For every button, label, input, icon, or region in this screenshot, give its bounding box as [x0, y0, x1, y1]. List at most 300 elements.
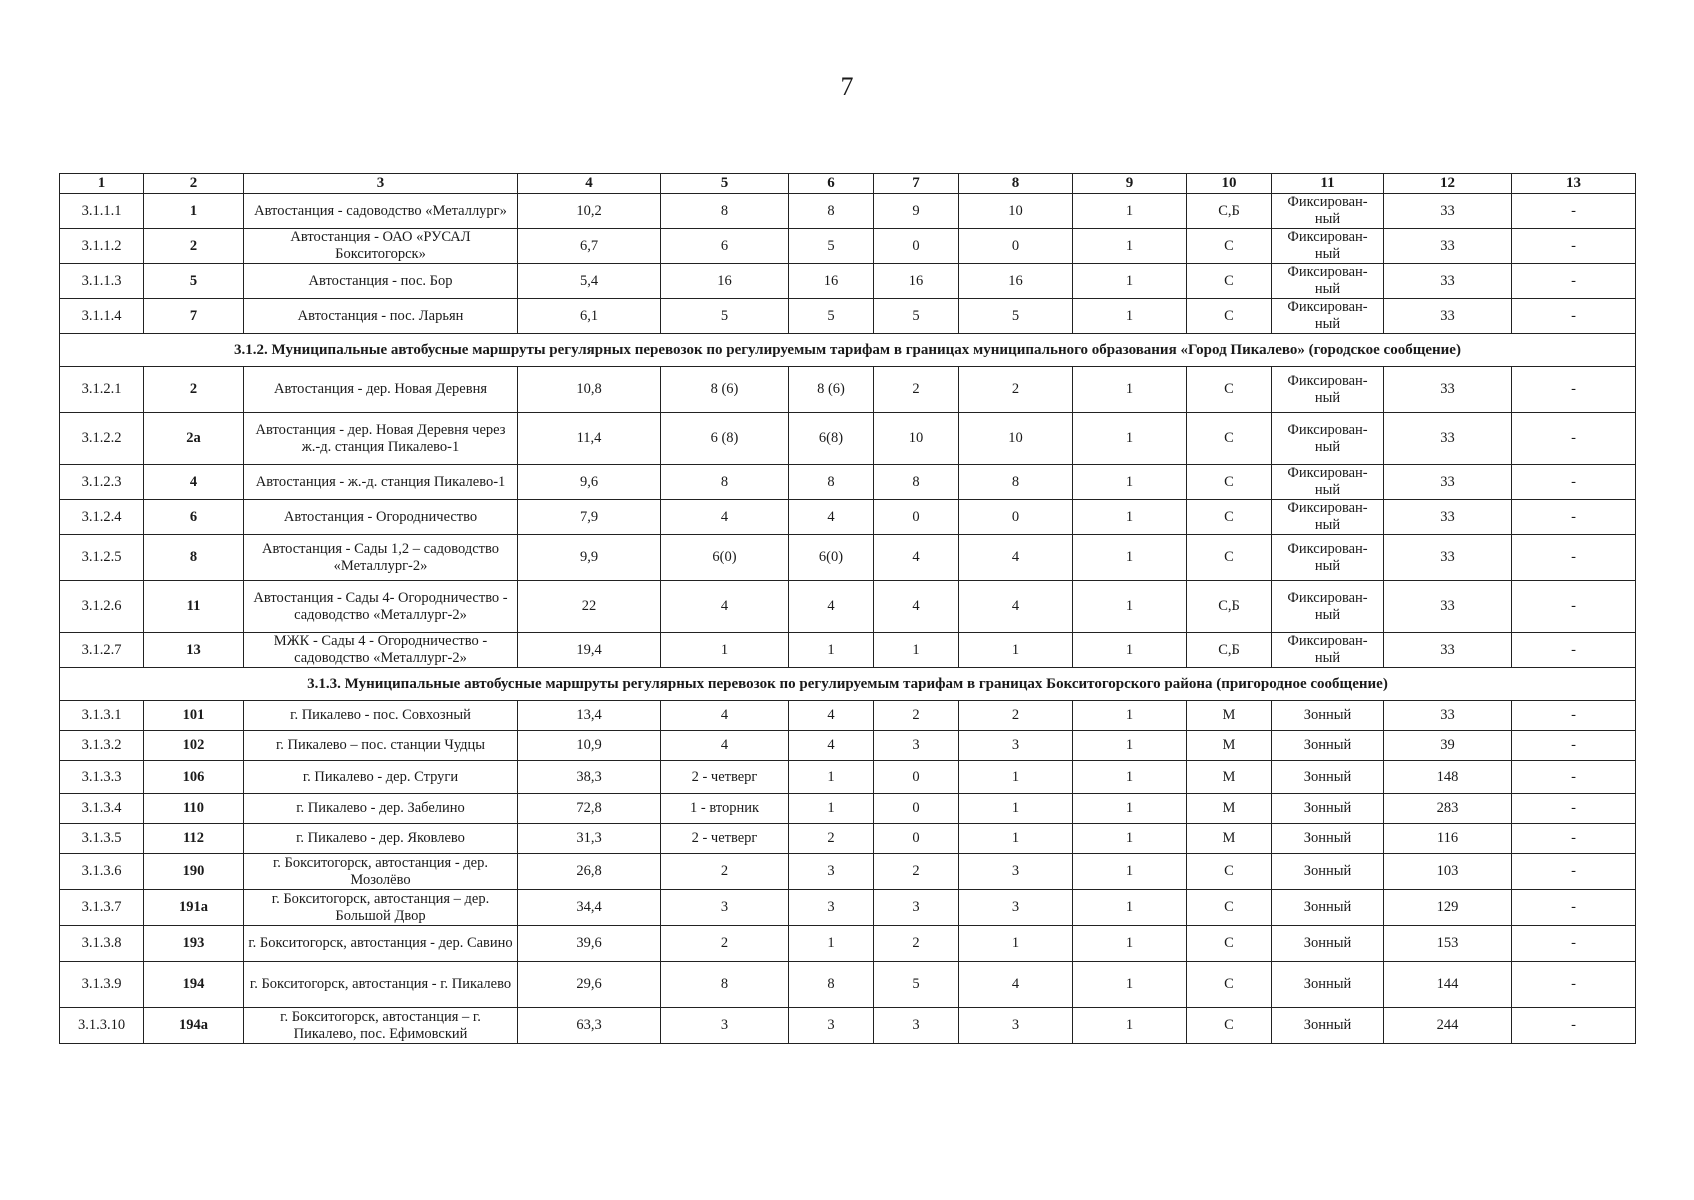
col8-cell: 4: [959, 581, 1073, 633]
column-header: 4: [518, 174, 661, 194]
route-id-cell: 3.1.3.9: [60, 962, 144, 1008]
route-number-cell: 193: [144, 926, 244, 962]
column-header: 7: [874, 174, 959, 194]
route-description-cell: Автостанция - дер. Новая Деревня через ж.-д. станция Пикалево-1: [244, 413, 518, 465]
col6-cell: 8: [789, 465, 874, 500]
col13-cell: -: [1512, 890, 1636, 926]
route-description-cell: г. Бокситогорск, автостанция - г. Пикалево: [244, 962, 518, 1008]
route-number-cell: 11: [144, 581, 244, 633]
route-number-cell: 4: [144, 465, 244, 500]
route-id-cell: 3.1.1.3: [60, 264, 144, 299]
col9-cell: 1: [1073, 633, 1187, 668]
route-description-cell: г. Бокситогорск, автостанция – г. Пикалево, пос. Ефимовский: [244, 1008, 518, 1044]
column-header: 8: [959, 174, 1073, 194]
section-heading-row: [60, 668, 1636, 701]
route-length-cell: 11,4: [518, 413, 661, 465]
route-id-cell: 3.1.2.6: [60, 581, 144, 633]
route-length-cell: 9,6: [518, 465, 661, 500]
route-length-cell: 10,9: [518, 731, 661, 761]
route-description-cell: г. Пикалево – пос. станции Чудцы: [244, 731, 518, 761]
col12-cell: 39: [1384, 731, 1512, 761]
route-id-cell: 3.1.3.2: [60, 731, 144, 761]
route-length-cell: 63,3: [518, 1008, 661, 1044]
col13-cell: -: [1512, 701, 1636, 731]
route-number-cell: 110: [144, 794, 244, 824]
col12-cell: 33: [1384, 500, 1512, 535]
col8-cell: 1: [959, 761, 1073, 794]
route-length-cell: 29,6: [518, 962, 661, 1008]
table-row: [60, 962, 1636, 1008]
table-row: [60, 500, 1636, 535]
col5-cell: 6(0): [661, 535, 789, 581]
col7-cell: 0: [874, 500, 959, 535]
col8-cell: 1: [959, 633, 1073, 668]
col8-cell: 1: [959, 794, 1073, 824]
column-header: 1: [60, 174, 144, 194]
col9-cell: 1: [1073, 890, 1187, 926]
column-header: 12: [1384, 174, 1512, 194]
route-length-cell: 38,3: [518, 761, 661, 794]
col7-cell: 2: [874, 367, 959, 413]
route-id-cell: 3.1.1.4: [60, 299, 144, 334]
route-description-cell: Автостанция - Огородничество: [244, 500, 518, 535]
route-number-cell: 190: [144, 854, 244, 890]
route-description-cell: Автостанция - ж.-д. станция Пикалево-1: [244, 465, 518, 500]
col6-cell: 5: [789, 229, 874, 264]
col7-cell: 1: [874, 633, 959, 668]
table-row: [60, 761, 1636, 794]
col12-cell: 33: [1384, 633, 1512, 668]
col12-cell: 153: [1384, 926, 1512, 962]
col13-cell: -: [1512, 299, 1636, 334]
col9-cell: 1: [1073, 264, 1187, 299]
col13-cell: -: [1512, 731, 1636, 761]
col6-cell: 3: [789, 854, 874, 890]
route-number-cell: 6: [144, 500, 244, 535]
col13-cell: -: [1512, 761, 1636, 794]
route-id-cell: 3.1.3.8: [60, 926, 144, 962]
section-b-rows: [60, 367, 1636, 668]
col9-cell: 1: [1073, 413, 1187, 465]
col5-cell: 2: [661, 926, 789, 962]
table-row: [60, 413, 1636, 465]
tariff-type-cell: Фиксирован-ный: [1272, 229, 1384, 264]
col7-cell: 0: [874, 824, 959, 854]
col12-cell: 33: [1384, 465, 1512, 500]
col13-cell: -: [1512, 854, 1636, 890]
section-heading-row: [60, 334, 1636, 367]
table-row: [60, 701, 1636, 731]
route-number-cell: 106: [144, 761, 244, 794]
column-header: 2: [144, 174, 244, 194]
col8-cell: 0: [959, 500, 1073, 535]
col6-cell: 1: [789, 633, 874, 668]
table-row: [60, 581, 1636, 633]
tariff-type-cell: Зонный: [1272, 1008, 1384, 1044]
route-length-cell: 6,1: [518, 299, 661, 334]
route-length-cell: 9,9: [518, 535, 661, 581]
col13-cell: -: [1512, 1008, 1636, 1044]
col5-cell: 8: [661, 465, 789, 500]
col12-cell: 33: [1384, 413, 1512, 465]
col8-cell: 2: [959, 367, 1073, 413]
col8-cell: 0: [959, 229, 1073, 264]
col8-cell: 8: [959, 465, 1073, 500]
col12-cell: 103: [1384, 854, 1512, 890]
col9-cell: 1: [1073, 500, 1187, 535]
tariff-type-cell: Фиксирован-ный: [1272, 299, 1384, 334]
route-number-cell: 7: [144, 299, 244, 334]
col5-cell: 2 - четверг: [661, 824, 789, 854]
route-number-cell: 191а: [144, 890, 244, 926]
col6-cell: 4: [789, 500, 874, 535]
route-length-cell: 72,8: [518, 794, 661, 824]
column-header: 3: [244, 174, 518, 194]
tariff-type-cell: Фиксирован-ный: [1272, 633, 1384, 668]
table-row: [60, 367, 1636, 413]
col9-cell: 1: [1073, 1008, 1187, 1044]
route-length-cell: 31,3: [518, 824, 661, 854]
route-description-cell: г. Бокситогорск, автостанция – дер. Большой Двор: [244, 890, 518, 926]
col12-cell: 283: [1384, 794, 1512, 824]
col10-cell: С: [1187, 962, 1272, 1008]
table-row: [60, 465, 1636, 500]
col12-cell: 33: [1384, 229, 1512, 264]
route-length-cell: 22: [518, 581, 661, 633]
col13-cell: -: [1512, 962, 1636, 1008]
col10-cell: С,Б: [1187, 581, 1272, 633]
route-id-cell: 3.1.3.6: [60, 854, 144, 890]
tariff-type-cell: Зонный: [1272, 701, 1384, 731]
col9-cell: 1: [1073, 731, 1187, 761]
col7-cell: 0: [874, 794, 959, 824]
col13-cell: -: [1512, 535, 1636, 581]
col10-cell: С: [1187, 367, 1272, 413]
col13-cell: -: [1512, 264, 1636, 299]
route-number-cell: 2: [144, 367, 244, 413]
route-id-cell: 3.1.3.3: [60, 761, 144, 794]
col8-cell: 5: [959, 299, 1073, 334]
col7-cell: 0: [874, 229, 959, 264]
route-length-cell: 39,6: [518, 926, 661, 962]
route-id-cell: 3.1.2.1: [60, 367, 144, 413]
col5-cell: 8: [661, 194, 789, 229]
column-header: 6: [789, 174, 874, 194]
col13-cell: -: [1512, 500, 1636, 535]
col13-cell: -: [1512, 367, 1636, 413]
col6-cell: 1: [789, 761, 874, 794]
route-id-cell: 3.1.3.1: [60, 701, 144, 731]
col13-cell: -: [1512, 413, 1636, 465]
table-row: [60, 890, 1636, 926]
col13-cell: -: [1512, 465, 1636, 500]
col10-cell: С: [1187, 854, 1272, 890]
col8-cell: 3: [959, 890, 1073, 926]
tariff-type-cell: Фиксирован-ный: [1272, 465, 1384, 500]
col7-cell: 2: [874, 854, 959, 890]
tariff-type-cell: Фиксирован-ный: [1272, 581, 1384, 633]
col5-cell: 1: [661, 633, 789, 668]
col7-cell: 3: [874, 890, 959, 926]
col7-cell: 2: [874, 926, 959, 962]
col13-cell: -: [1512, 926, 1636, 962]
route-number-cell: 194а: [144, 1008, 244, 1044]
route-number-cell: 8: [144, 535, 244, 581]
col9-cell: 1: [1073, 854, 1187, 890]
route-description-cell: Автостанция - садоводство «Металлург»: [244, 194, 518, 229]
table-row: [60, 794, 1636, 824]
col9-cell: 1: [1073, 535, 1187, 581]
col10-cell: С: [1187, 465, 1272, 500]
col6-cell: 3: [789, 890, 874, 926]
col9-cell: 1: [1073, 701, 1187, 731]
col9-cell: 1: [1073, 761, 1187, 794]
route-id-cell: 3.1.3.4: [60, 794, 144, 824]
column-header: 10: [1187, 174, 1272, 194]
route-length-cell: 6,7: [518, 229, 661, 264]
col12-cell: 33: [1384, 581, 1512, 633]
col10-cell: М: [1187, 794, 1272, 824]
col5-cell: 16: [661, 264, 789, 299]
col5-cell: 4: [661, 581, 789, 633]
col10-cell: С: [1187, 500, 1272, 535]
table-row: [60, 535, 1636, 581]
col5-cell: 6: [661, 229, 789, 264]
col10-cell: С,Б: [1187, 633, 1272, 668]
col5-cell: 4: [661, 731, 789, 761]
col5-cell: 5: [661, 299, 789, 334]
route-number-cell: 101: [144, 701, 244, 731]
col10-cell: С: [1187, 890, 1272, 926]
col7-cell: 5: [874, 962, 959, 1008]
tariff-type-cell: Фиксирован-ный: [1272, 413, 1384, 465]
col10-cell: М: [1187, 731, 1272, 761]
col7-cell: 4: [874, 535, 959, 581]
col5-cell: 1 - вторник: [661, 794, 789, 824]
table-row: [60, 1008, 1636, 1044]
route-description-cell: г. Пикалево - дер. Струги: [244, 761, 518, 794]
route-description-cell: Автостанция - Сады 1,2 – садоводство «Металлург-2»: [244, 535, 518, 581]
section-a-rows: [60, 194, 1636, 334]
tariff-type-cell: Зонный: [1272, 926, 1384, 962]
tariff-type-cell: Зонный: [1272, 890, 1384, 926]
col8-cell: 3: [959, 731, 1073, 761]
col6-cell: 4: [789, 701, 874, 731]
col9-cell: 1: [1073, 194, 1187, 229]
col7-cell: 5: [874, 299, 959, 334]
col8-cell: 4: [959, 962, 1073, 1008]
route-id-cell: 3.1.1.1: [60, 194, 144, 229]
col5-cell: 8: [661, 962, 789, 1008]
route-length-cell: 10,8: [518, 367, 661, 413]
col5-cell: 2 - четверг: [661, 761, 789, 794]
col13-cell: -: [1512, 824, 1636, 854]
col5-cell: 8 (6): [661, 367, 789, 413]
route-length-cell: 7,9: [518, 500, 661, 535]
tariff-type-cell: Зонный: [1272, 962, 1384, 1008]
col13-cell: -: [1512, 229, 1636, 264]
route-description-cell: Автостанция - пос. Ларьян: [244, 299, 518, 334]
route-length-cell: 10,2: [518, 194, 661, 229]
col12-cell: 33: [1384, 701, 1512, 731]
col5-cell: 2: [661, 854, 789, 890]
route-number-cell: 2: [144, 229, 244, 264]
table-row: [60, 854, 1636, 890]
route-id-cell: 3.1.2.7: [60, 633, 144, 668]
route-number-cell: 5: [144, 264, 244, 299]
col5-cell: 4: [661, 701, 789, 731]
route-id-cell: 3.1.3.7: [60, 890, 144, 926]
route-id-cell: 3.1.1.2: [60, 229, 144, 264]
page-number: 7: [840, 72, 854, 101]
col12-cell: 144: [1384, 962, 1512, 1008]
col6-cell: 2: [789, 824, 874, 854]
route-description-cell: г. Бокситогорск, автостанция - дер. Савино: [244, 926, 518, 962]
col6-cell: 4: [789, 731, 874, 761]
col12-cell: 33: [1384, 194, 1512, 229]
route-description-cell: г. Бокситогорск, автостанция - дер. Мозолёво: [244, 854, 518, 890]
col13-cell: -: [1512, 581, 1636, 633]
col6-cell: 3: [789, 1008, 874, 1044]
tariff-type-cell: Зонный: [1272, 854, 1384, 890]
route-id-cell: 3.1.2.5: [60, 535, 144, 581]
col12-cell: 129: [1384, 890, 1512, 926]
col9-cell: 1: [1073, 926, 1187, 962]
col6-cell: 6(8): [789, 413, 874, 465]
route-description-cell: г. Пикалево - дер. Забелино: [244, 794, 518, 824]
col12-cell: 33: [1384, 367, 1512, 413]
col5-cell: 4: [661, 500, 789, 535]
route-description-cell: Автостанция - пос. Бор: [244, 264, 518, 299]
table-row: [60, 824, 1636, 854]
col7-cell: 0: [874, 761, 959, 794]
col8-cell: 2: [959, 701, 1073, 731]
col7-cell: 10: [874, 413, 959, 465]
tariff-type-cell: Зонный: [1272, 761, 1384, 794]
route-id-cell: 3.1.2.3: [60, 465, 144, 500]
col8-cell: 1: [959, 926, 1073, 962]
col12-cell: 116: [1384, 824, 1512, 854]
route-number-cell: 194: [144, 962, 244, 1008]
route-id-cell: 3.1.2.2: [60, 413, 144, 465]
col9-cell: 1: [1073, 824, 1187, 854]
col10-cell: С: [1187, 229, 1272, 264]
section-heading: 3.1.2. Муниципальные автобусные маршруты регулярных перевозок по регулируемым тарифам в границах муниципального образования «Город Пикалево» (городское сообщение): [60, 334, 1636, 367]
section-c-rows: [60, 701, 1636, 1044]
route-id-cell: 3.1.3.10: [60, 1008, 144, 1044]
col7-cell: 2: [874, 701, 959, 731]
col10-cell: С: [1187, 1008, 1272, 1044]
col9-cell: 1: [1073, 229, 1187, 264]
tariff-type-cell: Фиксирован-ный: [1272, 194, 1384, 229]
col10-cell: М: [1187, 824, 1272, 854]
route-number-cell: 102: [144, 731, 244, 761]
col13-cell: -: [1512, 633, 1636, 668]
col10-cell: С: [1187, 413, 1272, 465]
route-description-cell: МЖК - Сады 4 - Огородничество - садоводство «Металлург-2»: [244, 633, 518, 668]
table-row: [60, 299, 1636, 334]
route-length-cell: 19,4: [518, 633, 661, 668]
routes-table: [59, 173, 1636, 1044]
col8-cell: 10: [959, 194, 1073, 229]
col6-cell: 8: [789, 962, 874, 1008]
table-row: [60, 633, 1636, 668]
route-number-cell: 13: [144, 633, 244, 668]
route-length-cell: 5,4: [518, 264, 661, 299]
tariff-type-cell: Зонный: [1272, 794, 1384, 824]
col7-cell: 3: [874, 1008, 959, 1044]
col7-cell: 4: [874, 581, 959, 633]
route-description-cell: Автостанция - дер. Новая Деревня: [244, 367, 518, 413]
tariff-type-cell: Зонный: [1272, 731, 1384, 761]
col7-cell: 8: [874, 465, 959, 500]
column-header: 9: [1073, 174, 1187, 194]
table-row: [60, 731, 1636, 761]
col7-cell: 9: [874, 194, 959, 229]
col10-cell: М: [1187, 701, 1272, 731]
col6-cell: 4: [789, 581, 874, 633]
section-heading: 3.1.3. Муниципальные автобусные маршруты регулярных перевозок по регулируемым тарифам в границах Бокситогорского района (пригородное сообщение): [60, 668, 1636, 701]
col8-cell: 3: [959, 1008, 1073, 1044]
route-description-cell: г. Пикалево - пос. Совхозный: [244, 701, 518, 731]
tariff-type-cell: Фиксирован-ный: [1272, 264, 1384, 299]
route-number-cell: 1: [144, 194, 244, 229]
tariff-type-cell: Фиксирован-ный: [1272, 500, 1384, 535]
col8-cell: 16: [959, 264, 1073, 299]
col9-cell: 1: [1073, 794, 1187, 824]
col6-cell: 1: [789, 926, 874, 962]
col10-cell: С: [1187, 299, 1272, 334]
col6-cell: 6(0): [789, 535, 874, 581]
column-header: 5: [661, 174, 789, 194]
col9-cell: 1: [1073, 367, 1187, 413]
table-row: [60, 926, 1636, 962]
col10-cell: С: [1187, 535, 1272, 581]
col6-cell: 5: [789, 299, 874, 334]
col9-cell: 1: [1073, 299, 1187, 334]
column-header: 11: [1272, 174, 1384, 194]
col8-cell: 10: [959, 413, 1073, 465]
col8-cell: 1: [959, 824, 1073, 854]
col6-cell: 8 (6): [789, 367, 874, 413]
route-description-cell: Автостанция - Сады 4- Огородничество - садоводство «Металлург-2»: [244, 581, 518, 633]
col9-cell: 1: [1073, 581, 1187, 633]
col12-cell: 33: [1384, 535, 1512, 581]
col8-cell: 3: [959, 854, 1073, 890]
col13-cell: -: [1512, 794, 1636, 824]
col5-cell: 6 (8): [661, 413, 789, 465]
col7-cell: 16: [874, 264, 959, 299]
col12-cell: 244: [1384, 1008, 1512, 1044]
tariff-type-cell: Фиксирован-ный: [1272, 535, 1384, 581]
route-number-cell: 2а: [144, 413, 244, 465]
route-description-cell: г. Пикалево - дер. Яковлево: [244, 824, 518, 854]
route-length-cell: 26,8: [518, 854, 661, 890]
tariff-type-cell: Зонный: [1272, 824, 1384, 854]
col6-cell: 8: [789, 194, 874, 229]
route-description-cell: Автостанция - ОАО «РУСАЛ Бокситогорск»: [244, 229, 518, 264]
route-id-cell: 3.1.3.5: [60, 824, 144, 854]
col13-cell: -: [1512, 194, 1636, 229]
tariff-type-cell: Фиксирован-ный: [1272, 367, 1384, 413]
table-row: [60, 194, 1636, 229]
col10-cell: С,Б: [1187, 194, 1272, 229]
col8-cell: 4: [959, 535, 1073, 581]
column-header: 13: [1512, 174, 1636, 194]
col12-cell: 148: [1384, 761, 1512, 794]
col6-cell: 1: [789, 794, 874, 824]
route-id-cell: 3.1.2.4: [60, 500, 144, 535]
